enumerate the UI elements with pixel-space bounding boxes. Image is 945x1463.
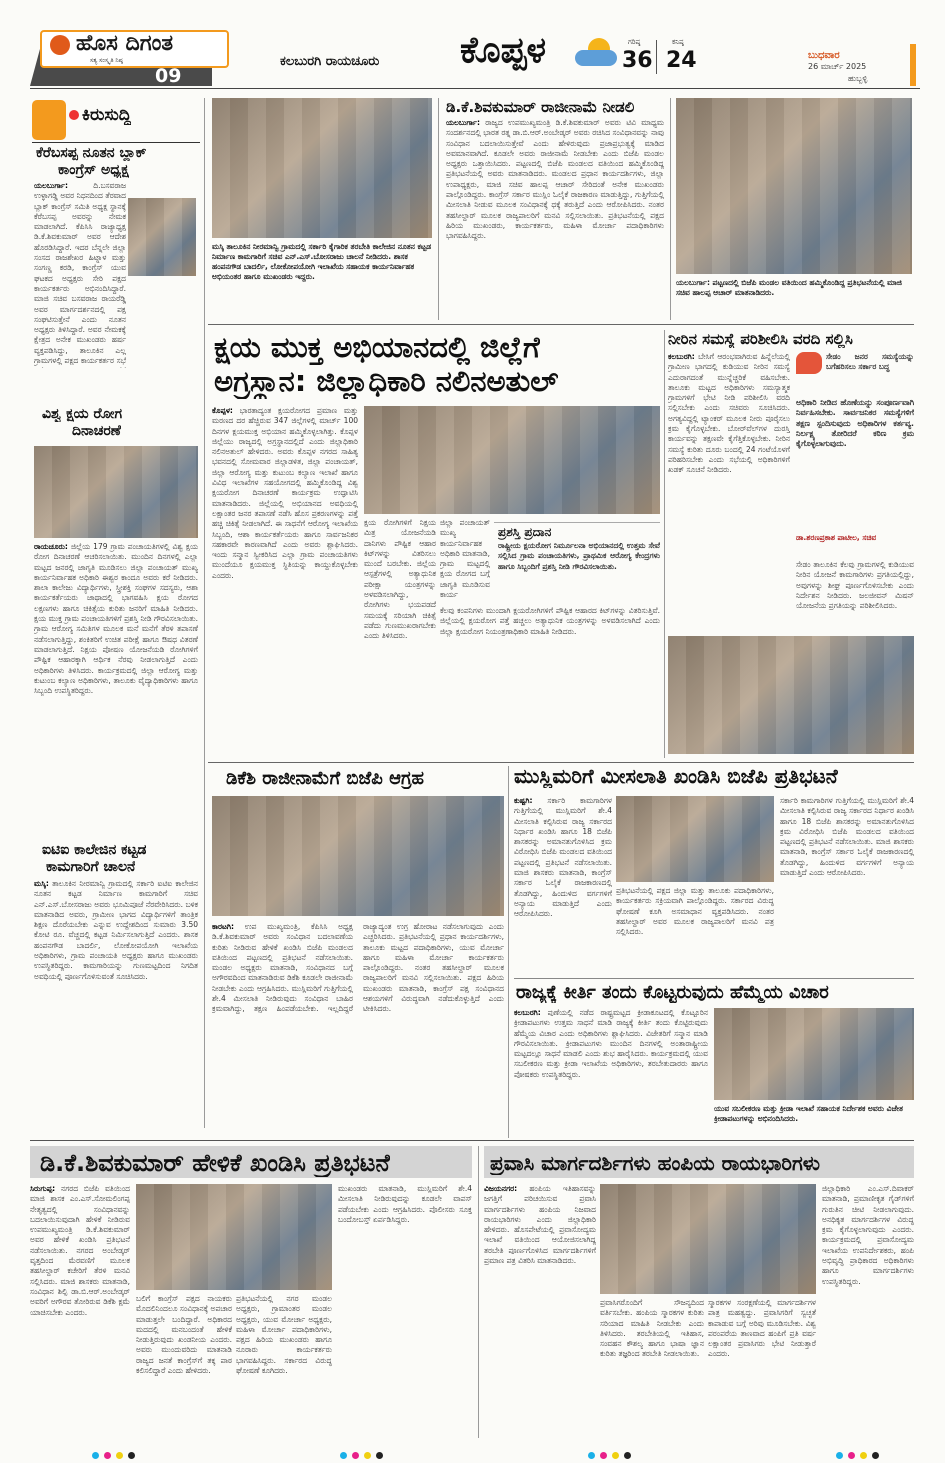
quote-title: ಸೇಡಂ ಜನರ ಸಮಸ್ಯೆಯನ್ನು ಬಗೆಹರಿಸಲು ಸರ್ಕಾರ ಬದ್ಧ: [826, 352, 914, 372]
sidebar-story3-body: ತಾಲೂಕಿನ ನೀರಮಾನ್ವಿ ಗ್ರಾಮದಲ್ಲಿ ಸರ್ಕಾರಿ ಐಟಿಐ ಕಾಲೇಜಿನ ನೂತನ ಕಟ್ಟಡ ನಿರ್ಮಾಣ ಕಾಮಗಾರಿಗೆ ಸಚಿವ ಎನ್.ಎಸ್.ಬೋಸರಾಜು ಅವರು ಭೂಮಿಪೂಜೆ ನೆರವೇರಿಸಿದರು. ಬಳಿಕ ಮಾತನಾಡಿದ ಅವರು, ಗ್ರಾಮೀಣ ಭಾಗದ ವಿದ್ಯಾರ್ಥಿಗಳಿಗೆ ತಾಂತ್ರಿಕ ಶಿಕ್ಷಣ ದೊರೆಯಬೇಕು ಎನ್ನುವ ಉದ್ದೇಶದಿಂದ ಸುಮಾರು 3.50 ಕೋಟಿ ರೂ. ವೆಚ್ಚದಲ್ಲಿ ಕಟ್ಟಡ ನಿರ್ಮಿಸಲಾಗುತ್ತಿದೆ ಎಂದರು. ಶಾಸಕ ಹಂಪನಗೌಡ ಬಾದರ್ಲಿ, ಲೋಕೋಪಯೋಗಿ ಇಲಾಖೆಯ ಅಧಿಕಾರಿಗಳು, ಗ್ರಾಮ ಪಂಚಾಯತಿ ಅಧ್ಯಕ್ಷರು ಹಾಗೂ ಮುಖಂಡರು ಉಪಸ್ಥಿತರಿದ್ದರು. ಕಾಮಗಾರಿಯನ್ನು ಗುಣಮಟ್ಟದಿಂದ ನಿಗದಿತ ಅವಧಿಯಲ್ಲಿ ಪೂರ್ಣಗೊಳಿಸುವಂತೆ ಸೂಚಿಸಿದರು.: [34, 879, 198, 981]
sidebar-story2-dateline: ರಾಯಚೂರು:: [34, 542, 68, 551]
lead-col2-text: ಕ್ಷಯ ರೋಗಿಗಳಿಗೆ ನಿಕ್ಷಯ ಮಿತ್ರ ಯೋಜನೆಯಡಿ ದಾನಿಗಳು ಪೌಷ್ಟಿಕ ಆಹಾರ ಕಿಟ್‌ಗಳನ್ನು ವಿತರಿಸಲು ಮುಂದೆ ಬರಬೇಕು. ಜಿಲ್ಲೆಯ ಆಸ್ಪತ್ರೆಗಳಲ್ಲಿ ಅತ್ಯಾಧುನಿಕ ಪರೀಕ್ಷಾ ಯಂತ್ರಗಳನ್ನು ಅಳವಡಿಸಲಾಗಿದ್ದು, ರೋಗಿಗಳು ಭಯಪಡದೆ ಸಮಯಕ್ಕೆ ಸರಿಯಾಗಿ ಚಿಕಿತ್ಸೆ ಪಡೆದು ಗುಣಮುಖರಾಗಬೇಕು ಎಂದು ತಿಳಿಸಿದರು.: [364, 518, 436, 641]
sidebar-story3-headline-1: ಐಟಿಐ ಕಾಲೇಜಿನ ಕಟ್ಟಡ: [42, 842, 147, 858]
quote-author: ಡಾ.ಶರಣಪ್ರಕಾಶ ಪಾಟೀಲ, ಸಚಿವ: [796, 533, 877, 542]
hampi-col2: ಪ್ರವಾಸಿಗರೊಂದಿಗೆ ಸೌಜನ್ಯದಿಂದ ವರ್ತಿಸಬೇಕು. ಹಂಪಿಯ ಸ್ಮಾರಕಗಳ ಕುರಿತು ಸರಿಯಾದ ಮಾಹಿತಿ ನೀಡಬೇಕು ಎಂದು ತಿಳಿಸಿದರು. ತರಬೇತಿಯಲ್ಲಿ ಇತಿಹಾಸ, ಸಂವಹನ ಕೌಶಲ್ಯ ಹಾಗೂ ಭಾಷಾ ಜ್ಞಾನ ಕುರಿತು ತಜ್ಞರಿಂದ ತರಬೇತಿ ನೀಡಲಾಯಿತು.: [600, 1298, 704, 1359]
lead-photo: [364, 406, 660, 514]
lead-col3-text: ಜಿಲ್ಲಾ ಪಂಚಾಯತ್ ಮುಖ್ಯ ಕಾರ್ಯನಿರ್ವಾಹಕ ಅಧಿಕಾರಿ ಮಾತನಾಡಿ, ಗ್ರಾಮ ಮಟ್ಟದಲ್ಲಿ ಕ್ಷಯ ರೋಗದ ಬಗ್ಗೆ ಜಾಗೃತಿ ಮೂಡಿಸುವ ಕಾರ್ಯ: [440, 518, 490, 600]
logo-subtitle: ಸತ್ಯ ಸಂಸ್ಕೃತಿ ನಿಷ್ಠ: [90, 57, 123, 64]
kotturu-text: [514, 1008, 708, 1138]
bjp-demand-headline: ಡಿಕೆಶಿ ರಾಜೀನಾಮೆಗೆ ಬಿಜೆಪಿ ಆಗ್ರಹ: [226, 768, 424, 789]
lead-headline-1: ಕ್ಷಯ ಮುಕ್ತ ಅಭಿಯಾನದಲ್ಲಿ ಜಿಲ್ಲೆಗೆ: [214, 330, 540, 364]
bjp-demand-divider: [508, 766, 509, 1138]
accent-bar: [910, 44, 916, 86]
dks-protest-col4: ಮುಖಂಡರು ಮಾತನಾಡಿ, ಮುಸ್ಲಿಮರಿಗೆ ಶೇ.4 ಮೀಸಲಾತಿ ನೀಡಿರುವುದನ್ನು ಕೂಡಲೇ ವಾಪಸ್ ಪಡೆಯಬೇಕು ಎಂದು ಆಗ್ರಹಿಸಿದರು. ಪೊಲೀಸರು ಸೂಕ್ತ ಬಂದೋಬಸ್ತ್ ಏರ್ಪಡಿಸಿದ್ದರು.: [338, 1184, 472, 1224]
publish-day: ಬುಧವಾರ: [808, 50, 840, 61]
story-dks-top-dateline: ಯಲಬುರ್ಗಾ:: [446, 118, 480, 127]
quota-body: ಸರ್ಕಾರಿ ಕಾಮಗಾರಿಗಳ ಗುತ್ತಿಗೆಯಲ್ಲಿ ಮುಸ್ಲಿಮರಿಗೆ ಶೇ.4 ಮೀಸಲಾತಿ ಕಲ್ಪಿಸಿರುವ ರಾಜ್ಯ ಸರ್ಕಾರದ ನಿರ್ಧಾರ ಖಂಡಿಸಿ ಹಾಗೂ 18 ಬಿಜೆಪಿ ಶಾಸಕರನ್ನು ಅಮಾನತುಗೊಳಿಸಿದ ಕ್ರಮ ವಿರೋಧಿಸಿ ಬಿಜೆಪಿ ಮಂಡಲದ ವತಿಯಿಂದ ಪಟ್ಟಣದಲ್ಲಿ ಪ್ರತಿಭಟನೆ ನಡೆಸಲಾಯಿತು. ಮಾಜಿ ಶಾಸಕರು ಮಾತನಾಡಿ, ಕಾಂಗ್ರೆಸ್ ಸರ್ಕಾರ ಓಲೈಕೆ ರಾಜಕಾರಣದಲ್ಲಿ ತೊಡಗಿದ್ದು, ಹಿಂದುಳಿದ ವರ್ಗಗಳಿಗೆ ಅನ್ಯಾಯ ಮಾಡುತ್ತಿದೆ ಎಂದು ಆರೋಪಿಸಿದರು.: [514, 796, 612, 919]
bjp-demand-photo: [212, 796, 504, 916]
lead-prize-headline: ಪ್ರಶಸ್ತಿ ಪ್ರದಾನ: [498, 525, 552, 539]
top-col-divider: [438, 98, 439, 320]
water-body: ಬೇಸಿಗೆ ಆರಂಭವಾಗಿರುವ ಹಿನ್ನೆಲೆಯಲ್ಲಿ ಗ್ರಾಮೀಣ ಭಾಗದಲ್ಲಿ ಕುಡಿಯುವ ನೀರಿನ ಸಮಸ್ಯೆ ಎದುರಾಗದಂತೆ ಮುನ್ನೆಚ್ಚರಿಕೆ ವಹಿಸಬೇಕು. ತಾಲೂಕು ಮಟ್ಟದ ಅಧಿಕಾರಿಗಳು ಸಮಸ್ಯಾತ್ಮಕ ಗ್ರಾಮಗಳಿಗೆ ಭೇಟಿ ನೀಡಿ ಪರಿಶೀಲಿಸಿ ವರದಿ ಸಲ್ಲಿಸಬೇಕು ಎಂದು ಸಚಿವರು ಸೂಚಿಸಿದರು. ಅಗತ್ಯವಿದ್ದಲ್ಲಿ ಟ್ಯಾಂಕರ್ ಮೂಲಕ ನೀರು ಪೂರೈಸಲು ಕ್ರಮ ಕೈಗೊಳ್ಳಬೇಕು. ಬೋರ್‌ವೆಲ್‌ಗಳ ದುರಸ್ತಿ ಕಾರ್ಯವನ್ನು ತಕ್ಷಣವೇ ಕೈಗೆತ್ತಿಕೊಳ್ಳಬೇಕು. ನೀರಿನ ಸಮಸ್ಯೆ ಕುರಿತು ದೂರು ಬಂದಲ್ಲಿ 24 ಗಂಟೆಯೊಳಗೆ ಪರಿಹರಿಸಬೇಕು ಎಂದು ಸಭೆಯಲ್ಲಿ ಅಧಿಕಾರಿಗಳಿಗೆ ಖಡಕ್ ಸೂಚನೆ ನೀಡಿದರು.: [668, 352, 790, 475]
story-dks-top-body: ರಾಜ್ಯದ ಉಪಮುಖ್ಯಮಂತ್ರಿ ಡಿ.ಕೆ.ಶಿವಕುಮಾರ್ ಅವರು ಟಿವಿ ಮಾಧ್ಯಮ ಸಂದರ್ಶನದಲ್ಲಿ ಭಾರತ ರತ್ನ ಡಾ.ಬಿ.ಆರ್.ಅಂಬೇಡ್ಕರ್ ಅವರು ರಚಿಸಿದ ಸಂವಿಧಾನವನ್ನು ನಾವು ಸಂವಿಧಾನ ಬದಲಾಯಿಸುತ್ತೇವೆ ಎಂದು ಹೇಳಿರುವುದು ಪ್ರಜಾಪ್ರಭುತ್ವಕ್ಕೆ ಮಾಡಿದ ಅವಮಾನವಾಗಿದೆ. ಕೂಡಲೇ ಅವರು ರಾಜೀನಾಮೆ ನೀಡಬೇಕು ಎಂದು ಬಿಜೆಪಿ ಮಂಡಲ ಅಧ್ಯಕ್ಷರು ಒತ್ತಾಯಿಸಿದರು. ಪಟ್ಟಣದಲ್ಲಿ ಬಿಜೆಪಿ ಮಂಡಲದ ವತಿಯಿಂದ ಹಮ್ಮಿಕೊಂಡಿದ್ದ ಪ್ರತಿಭಟನೆಯಲ್ಲಿ ಅವರು ಮಾತನಾಡಿದರು. ಮಂಡಲದ ಪ್ರಧಾನ ಕಾರ್ಯದರ್ಶಿಗಳು, ಜಿಲ್ಲಾ ಉಪಾಧ್ಯಕ್ಷರು, ಮಾಜಿ ಸಚಿವ ಹಾಲಪ್ಪ ಆಚಾರ್ ಸೇರಿದಂತೆ ಅನೇಕ ಮುಖಂಡರು ಪಾಲ್ಗೊಂಡಿದ್ದರು. ಕಾಂಗ್ರೆಸ್ ಸರ್ಕಾರ ಮುಸ್ಲಿಂ ಓಲೈಕೆ ರಾಜಕಾರಣ ಮಾಡುತ್ತಿದ್ದು, ಗುತ್ತಿಗೆಯಲ್ಲಿ ಮೀಸಲಾತಿ ನೀಡುವ ಮೂಲಕ ಸಂವಿಧಾನಕ್ಕೆ ಧಕ್ಕೆ ತರುತ್ತಿದೆ ಎಂದು ಆರೋಪಿಸಿದರು. ನಂತರ ತಹಸೀಲ್ದಾರ್ ಮೂಲಕ ರಾಜ್ಯಪಾಲರಿಗೆ ಮನವಿ ಸಲ್ಲಿಸಲಾಯಿತು. ಪ್ರತಿಭಟನೆಯಲ್ಲಿ ಪಕ್ಷದ ಹಿರಿಯ ಮುಖಂಡರು, ಕಾರ್ಯಕರ್ತರು, ಮಹಿಳಾ ಮೋರ್ಚಾ ಪದಾಧಿಕಾರಿಗಳು ಭಾಗವಹಿಸಿದ್ದರು.: [446, 118, 664, 241]
min-temp: 24: [666, 48, 697, 73]
photo-top-center-caption: ಮಸ್ಕಿ ತಾಲೂಕಿನ ನೀರಮಾನ್ವಿ ಗ್ರಾಮದಲ್ಲಿ ಸರ್ಕಾರಿ ಕೈಗಾರಿಕ ತರಬೇತಿ ಕಾಲೇಜಿನ ನೂತನ ಕಟ್ಟಡ ನಿರ್ಮಾಣ ಕಾಮಗಾರಿಗೆ ಸಚಿವ ಎನ್.ಎಸ್.ಬೋಸರಾಜು ಚಾಲನೆ ನೀಡಿದರು. ಶಾಸಕ ಹಂಪನಗೌಡ ಬಾದರ್ಲಿ, ಲೋಕೋಪಯೋಗಿ ಇಲಾಖೆಯ ಸಹಾಯಕ ಕಾರ್ಯನಿರ್ವಾಹಕ ಅಭಿಯಂತರ ಹಾಗೂ ಮುಖಂಡರು ಇದ್ದರು.: [212, 242, 432, 281]
sidebar-story3-headline-2: ಕಾಮಗಾರಿಗೆ ಚಾಲನೆ: [46, 859, 136, 875]
dks-protest-col2: ಬಲಿಗೆ ಕಾಂಗ್ರೆಸ್ ಪಕ್ಷದ ನಾಯಕರು ಮೊದಲಿನಿಂದಲೂ ಸಂವಿಧಾನಕ್ಕೆ ಅಪಚಾರ ಮಾಡುತ್ತಲೇ ಬಂದಿದ್ದಾರೆ. ಅಧಿಕಾರದ ಮದದಲ್ಲಿ ಮನಬಂದಂತೆ ಹೇಳಿಕೆ ನೀಡುತ್ತಿರುವುದು ಖಂಡನೀಯ ಎಂದರು. ಅವರು ಮುಂದುವರಿದು ಮಾತನಾಡಿ ರಾಜ್ಯದ ಜನತೆ ಕಾಂಗ್ರೆಸ್‌ಗೆ ತಕ್ಕ ಪಾಠ ಕಲಿಸಲಿದ್ದಾರೆ ಎಂದು ಹೇಳಿದರು.: [136, 1294, 232, 1376]
lead-right-divider: [664, 330, 665, 758]
sidebar-story2-photo: [34, 446, 198, 538]
dks-protest-col1-body: ನಗರದ ಬಿಜೆಪಿ ವತಿಯಿಂದ ಮಾಜಿ ಶಾಸಕ ಎಂ.ಎಸ್.ಸೋಮಲಿಂಗಪ್ಪ ನೇತೃತ್ವದಲ್ಲಿ ಸಂವಿಧಾನವನ್ನು ಬದಲಾಯಿಸುವುದಾಗಿ ಹೇಳಿಕೆ ನೀಡಿರುವ ಉಪಮುಖ್ಯಮಂತ್ರಿ ಡಿ.ಕೆ.ಶಿವಕುಮಾರ್ ಅವರ ಹೇಳಿಕೆ ಖಂಡಿಸಿ ಪ್ರತಿಭಟನೆ ನಡೆಸಲಾಯಿತು. ನಗರದ ಅಂಬೇಡ್ಕರ್ ವೃತ್ತದಿಂದ ಮೆರವಣಿಗೆ ಮೂಲಕ ತಹಸೀಲ್ದಾರ್ ಕಚೇರಿಗೆ ತೆರಳಿ ಮನವಿ ಸಲ್ಲಿಸಿದರು. ಮಾಜಿ ಶಾಸಕರು ಮಾತನಾಡಿ, ಸಂವಿಧಾನ ಶಿಲ್ಪಿ ಡಾ.ಬಿ.ಆರ್.ಅಂಬೇಡ್ಕರ್ ಅವರಿಗೆ ಅಗೌರವ ತೋರಿರುವ ಡಿಕೆಶಿ ಕ್ಷಮೆ ಯಾಚಿಸಬೇಕು ಎಂದರು.: [30, 1184, 130, 1317]
water-text: [668, 352, 790, 564]
hampi-col3: ಸ್ಮಾರಕಗಳ ಸಂರಕ್ಷಣೆಯಲ್ಲಿ ಮಾರ್ಗದರ್ಶಿಗಳ ಪಾತ್ರ ಮಹತ್ವದ್ದು. ಪ್ರವಾಸಿಗರಿಗೆ ಸ್ವಚ್ಛತೆ ಕಾಪಾಡುವ ಬಗ್ಗೆ ಅರಿವು ಮೂಡಿಸಬೇಕು. ವಿಶ್ವ ಪರಂಪರೆಯ ತಾಣವಾದ ಹಂಪಿಗೆ ಪ್ರತಿ ವರ್ಷ ಲಕ್ಷಾಂತರ ಪ್ರವಾಸಿಗರು ಭೇಟಿ ನೀಡುತ್ತಾರೆ ಎಂದರು.: [708, 1298, 816, 1359]
kotturu-photo: [714, 1008, 914, 1100]
water-headline: ನೀರಿನ ಸಮಸ್ಯೆ ಪರಿಶೀಲಿಸಿ ವರದಿ ಸಲ್ಲಿಸಿ: [668, 330, 853, 348]
water-text-2: ಸೇಡಂ ತಾಲೂಕಿನ ಕೆಲವು ಗ್ರಾಮಗಳಲ್ಲಿ ಕುಡಿಯುವ ನೀರಿನ ಯೋಜನೆ ಕಾಮಗಾರಿಗಳು ಪ್ರಗತಿಯಲ್ಲಿದ್ದು, ಅವುಗಳನ್ನು ಶೀಘ್ರ ಪೂರ್ಣಗೊಳಿಸಬೇಕು ಎಂದು ನಿರ್ದೇಶನ ನೀಡಿದರು. ಜಲಜೀವನ್ ಮಿಷನ್ ಯೋಜನೆಯ ಪ್ರಗತಿಯನ್ನು ಪರಿಶೀಲಿಸಿದರು.: [796, 560, 914, 611]
logo-title: ಹೊಸ ದಿಗಂತ: [76, 31, 174, 56]
photo-top-right: [676, 98, 912, 274]
lead-col4-text: ಕೆಲವು ಕಂಪನಿಗಳು ಮುಂದಾಗಿ ಕ್ಷಯರೋಗಿಗಳಿಗೆ ಪೌಷ್ಟಿಕ ಆಹಾರದ ಕಿಟ್‌ಗಳನ್ನು ವಿತರಿಸುತ್ತಿವೆ. ಜಿಲ್ಲೆಯಲ್ಲಿ ಕ್ಷಯರೋಗ ಪತ್ತೆ ಹಚ್ಚಲು ಅತ್ಯಾಧುನಿಕ ಯಂತ್ರಗಳನ್ನು ಅಳವಡಿಸಲಾಗಿದೆ ಎಂದು ಜಿಲ್ಲಾ ಕ್ಷಯರೋಗ ನಿಯಂತ್ರಣಾಧಿಕಾರಿ ಮಾಹಿತಿ ನೀಡಿದರು.: [440, 606, 660, 636]
sidebar-rule: [32, 142, 200, 143]
lead-headline-2: ಅಗ್ರಸ್ಥಾನ: ಜಿಲ್ಲಾಧಿಕಾರಿ ನಲಿನಅತುಲ್: [214, 364, 559, 398]
hampi-headline: ಪ್ರವಾಸಿ ಮಾರ್ಗದರ್ಶಿಗಳು ಹಂಪಿಯ ರಾಯಭಾರಿಗಳು: [490, 1151, 820, 1175]
max-temp-label: ಗರಿಷ್ಠ: [628, 38, 641, 46]
kotturu-headline: ರಾಜ್ಯಕ್ಕೆ ಕೀರ್ತಿ ತಂದು ಕೊಟ್ಟರುವುದು ಹೆಮ್ಮೆಯ ವಿಚಾರ: [516, 982, 829, 1003]
sidebar-divider: [204, 98, 205, 1128]
hampi-col1: [484, 1184, 596, 1438]
temp-divider: [656, 40, 657, 74]
mid-rule: [208, 762, 914, 763]
page-number: 09: [155, 65, 182, 87]
registration-marks-center: [340, 1444, 388, 1463]
edition-name: ಹುಬ್ಬಳ್ಳಿ: [848, 74, 868, 83]
top-right-divider: [670, 98, 671, 320]
sidebar-story1-dateline: ಯಲಬುರ್ಗಾ:: [34, 181, 68, 190]
story-dks-top-headline: ಡಿ.ಕೆ.ಶಿವಕುಮಾರ್ ರಾಜೀನಾಮೆ ನೀಡಲಿ: [446, 98, 635, 116]
water-dateline: ಕಲಬುರಗಿ:: [668, 352, 695, 361]
edition-cities: ಕಲಬುರಗಿ ರಾಯಚೂರು: [280, 54, 380, 69]
quota-text-2: ಪ್ರತಿಭಟನೆಯಲ್ಲಿ ಪಕ್ಷದ ಜಿಲ್ಲಾ ಮತ್ತು ತಾಲೂಕು ಪದಾಧಿಕಾರಿಗಳು, ಕಾರ್ಯಕರ್ತರು ಸಕ್ರಿಯವಾಗಿ ಪಾಲ್ಗೊಂಡಿದ್ದರು. ಸರ್ಕಾರದ ವಿರುದ್ಧ ಘೋಷಣೆ ಕೂಗಿ ಅಸಮಾಧಾನ ವ್ಯಕ್ತಪಡಿಸಿದರು. ನಂತರ ತಹಸೀಲ್ದಾರ್ ಅವರ ಮೂಲಕ ರಾಜ್ಯಪಾಲರಿಗೆ ಮನವಿ ಪತ್ರ ಸಲ್ಲಿಸಿದರು.: [616, 886, 774, 937]
sidebar-story2-body: ಜಿಲ್ಲೆಯ 179 ಗ್ರಾಮ ಪಂಚಾಯತಿಗಳಲ್ಲಿ ವಿಶ್ವ ಕ್ಷಯ ರೋಗ ದಿನಾಚರಣೆ ಆಚರಿಸಲಾಯಿತು. ಮುಂದಿನ ದಿನಗಳಲ್ಲಿ ಎಲ್ಲಾ ಮಟ್ಟದ ಜನರಲ್ಲಿ ಜಾಗೃತಿ ಮೂಡಿಸಲು ಜಿಲ್ಲಾ ಪಂಚಾಯತ್ ಮುಖ್ಯ ಕಾರ್ಯನಿರ್ವಾಹಕ ಅಧಿಕಾರಿ ಈಶ್ವರ ಕಾಂದೂ ಅವರು ಕರೆ ನೀಡಿದರು. ಶಾಲಾ ಕಾಲೇಜು ವಿದ್ಯಾರ್ಥಿಗಳು, ಸ್ತ್ರೀಶಕ್ತಿ ಸಂಘಗಳ ಸದಸ್ಯರು, ಆಶಾ ಕಾರ್ಯಕರ್ತೆಯರು ಜಾಥಾದಲ್ಲಿ ಭಾಗವಹಿಸಿ ಕ್ಷಯ ರೋಗದ ಲಕ್ಷಣಗಳು ಹಾಗೂ ಚಿಕಿತ್ಸೆಯ ಕುರಿತು ಜನರಿಗೆ ಮಾಹಿತಿ ನೀಡಿದರು. ಕ್ಷಯ ಮುಕ್ತ ಗ್ರಾಮ ಪಂಚಾಯತಿಗಳಿಗೆ ಪ್ರಶಸ್ತಿ ನೀಡಿ ಗೌರವಿಸಲಾಯಿತು. ಗ್ರಾಮ ಆರೋಗ್ಯ ಸಮಿತಿಗಳ ಮೂಲಕ ಮನೆ ಮನೆಗೆ ತೆರಳಿ ತಪಾಸಣೆ ನಡೆಸಲಾಗುತ್ತಿದ್ದು, ಶಂಕಿತರಿಗೆ ಉಚಿತ ಪರೀಕ್ಷೆ ಹಾಗೂ ಔಷಧ ವಿತರಣೆ ಮಾಡಲಾಗುತ್ತಿದೆ. ನಿಕ್ಷಯ ಪೋಷಣ ಯೋಜನೆಯಡಿ ರೋಗಿಗಳಿಗೆ ಪೌಷ್ಟಿಕ ಆಹಾರಕ್ಕಾಗಿ ಆರ್ಥಿಕ ನೆರವು ನೀಡಲಾಗುತ್ತಿದೆ ಎಂದು ಅಧಿಕಾರಿಗಳು ತಿಳಿಸಿದರು. ಕಾರ್ಯಕ್ರಮದಲ್ಲಿ ಜಿಲ್ಲಾ ಆರೋಗ್ಯ ಮತ್ತು ಕುಟುಂಬ ಕಲ್ಯಾಣ ಅಧಿಕಾರಿಗಳು, ತಾಲೂಕು ವೈದ್ಯಾಧಿಕಾರಿಗಳು ಹಾಗೂ ಸಿಬ್ಬಂದಿ ಉಪಸ್ಥಿತರಿದ್ದರು.: [34, 542, 198, 696]
top-row-rule: [208, 324, 914, 325]
bottom-rule: [30, 1140, 914, 1141]
quota-text-3: ಸರ್ಕಾರಿ ಕಾಮಗಾರಿಗಳ ಗುತ್ತಿಗೆಯಲ್ಲಿ ಮುಸ್ಲಿಮರಿಗೆ ಶೇ.4 ಮೀಸಲಾತಿ ಕಲ್ಪಿಸಿರುವ ರಾಜ್ಯ ಸರ್ಕಾರದ ನಿರ್ಧಾರ ಖಂಡಿಸಿ ಹಾಗೂ 18 ಬಿಜೆಪಿ ಶಾಸಕರನ್ನು ಅಮಾನತುಗೊಳಿಸಿದ ಕ್ರಮ ವಿರೋಧಿಸಿ ಬಿಜೆಪಿ ಮಂಡಲದ ವತಿಯಿಂದ ಪಟ್ಟಣದಲ್ಲಿ ಪ್ರತಿಭಟನೆ ನಡೆಸಲಾಯಿತು. ಮಾಜಿ ಶಾಸಕರು ಮಾತನಾಡಿ, ಕಾಂಗ್ರೆಸ್ ಸರ್ಕಾರ ಓಲೈಕೆ ರಾಜಕಾರಣದಲ್ಲಿ ತೊಡಗಿದ್ದು, ಹಿಂದುಳಿದ ವರ್ಗಗಳಿಗೆ ಅನ್ಯಾಯ ಮಾಡುತ್ತಿದೆ ಎಂದು ಆರೋಪಿಸಿದರು.: [780, 796, 914, 878]
sidebar-story1-body: ದಿ.ಬಸವರಾಜ ಉಳ್ಳಾಗಡ್ಡಿ ಅವರ ನಿಧನದಿಂದ ತೆರವಾದ ಬ್ಲಾಕ್ ಕಾಂಗ್ರೆಸ್ ಸಮಿತಿ ಅಧ್ಯಕ್ಷ ಸ್ಥಾನಕ್ಕೆ ಕೆರೆಬಸಪ್ಪ ಅವರನ್ನು ನೇಮಕ ಮಾಡಲಾಗಿದೆ. ಕೆಪಿಸಿಸಿ ರಾಜ್ಯಾಧ್ಯಕ್ಷ ಡಿ.ಕೆ.ಶಿವಕುಮಾರ್ ಅವರ ಆದೇಶ ಹೊರಡಿಸಿದ್ದಾರೆ. ಇದರ ಬೆನ್ನಲೇ ಜಿಲ್ಲಾ ಸಂಸದ ರಾಜಶೇಖರ ಹಿಟ್ನಾಳ ಮತ್ತು ಸಂಗಣ್ಣ ಕರಡಿ, ಕಾಂಗ್ರೆಸ್ ಯುವ ಘಟಕದ ಅಧ್ಯಕ್ಷರು ಸೇರಿ ಪಕ್ಷದ ಕಾರ್ಯಕರ್ತರು ಅಭಿನಂದಿಸಿದ್ದಾರೆ. ಮಾಜಿ ಸಚಿವ ಬಸವರಾಜ ರಾಯರೆಡ್ಡಿ ಅವರ ಮಾರ್ಗದರ್ಶನದಲ್ಲಿ ಪಕ್ಷ ಸಂಘಟಿಸುತ್ತೇನೆ ಎಂದು ನೂತನ ಅಧ್ಯಕ್ಷರು ತಿಳಿಸಿದ್ದಾರೆ. ಅವರ ನೇಮಕಕ್ಕೆ ಕ್ಷೇತ್ರದ ಅನೇಕ ಮುಖಂಡರು ಹರ್ಷ ವ್ಯಕ್ತಪಡಿಸಿದ್ದು, ತಾಲೂಕಿನ ಎಲ್ಲ ಗ್ರಾಮಗಳಲ್ಲಿ ಪಕ್ಷದ ಕಾರ್ಯಕರ್ತರ ಸಭೆ: [34, 181, 126, 366]
registration-marks-right: [836, 1444, 884, 1463]
masthead: [0, 0, 945, 92]
sidebar-story1-headline-1: ಕೆರೆಬಸಪ್ಪ ನೂತನ ಬ್ಲಾಕ್: [36, 145, 147, 161]
quota-dateline: ಕುಷ್ಟಗಿ:: [514, 796, 533, 805]
dks-protest-col1: [30, 1184, 130, 1438]
quote-icon: [796, 352, 822, 374]
logo-emblem-icon: [50, 35, 70, 55]
lead-col1-body: ಭಾರತಾದ್ಯಂತ ಕ್ಷಯರೋಗದ ಪ್ರಮಾಣ ಮತ್ತು ಮರಣದ ದರ ಹೆಚ್ಚಿರುವ 347 ಜಿಲ್ಲೆಗಳಲ್ಲಿ ಮಾರ್ಚ್ 100 ದಿನಗಳ ಕ್ಷಯಮುಕ್ತ ಅಭಿಯಾನ ಹಮ್ಮಿಕೊಳ್ಳಲಾಗಿತ್ತು. ಕೊಪ್ಪಳ ಜಿಲ್ಲೆಯು ರಾಜ್ಯದಲ್ಲಿ ಅಗ್ರಸ್ಥಾನದಲ್ಲಿದೆ ಎಂದು ಜಿಲ್ಲಾಧಿಕಾರಿ ನಲಿನಅತುಲ್ ಹೇಳಿದರು. ಅವರು ಕೊಪ್ಪಳ ನಗರದ ಸಾಹಿತ್ಯ ಭವನದಲ್ಲಿ ಸೋಮವಾರ ಜಿಲ್ಲಾಡಳಿತ, ಜಿಲ್ಲಾ ಪಂಚಾಯತ್, ಜಿಲ್ಲಾ ಆರೋಗ್ಯ ಮತ್ತು ಕುಟುಂಬ ಕಲ್ಯಾಣ ಇಲಾಖೆ ಹಾಗೂ ವಿವಿಧ ಇಲಾಖೆಗಳ ಸಹಯೋಗದಲ್ಲಿ ಹಮ್ಮಿಕೊಂಡಿದ್ದ ವಿಶ್ವ ಕ್ಷಯರೋಗ ದಿನಾಚರಣೆ ಕಾರ್ಯಕ್ರಮ ಉದ್ಘಾಟಿಸಿ ಮಾತನಾಡಿದರು. ಜಿಲ್ಲೆಯಲ್ಲಿ ಅಭಿಯಾನದ ಅವಧಿಯಲ್ಲಿ ಲಕ್ಷಾಂತರ ಜನರ ತಪಾಸಣೆ ನಡೆಸಿ ಹೊಸ ಪ್ರಕರಣಗಳನ್ನು ಪತ್ತೆ ಹಚ್ಚಿ ಚಿಕಿತ್ಸೆ ನೀಡಲಾಗಿದೆ. ಈ ಸಾಧನೆಗೆ ಆರೋಗ್ಯ ಇಲಾಖೆಯ ಸಿಬ್ಬಂದಿ, ಆಶಾ ಕಾರ್ಯಕರ್ತೆಯರು ಹಾಗೂ ಸಾರ್ವಜನಿಕರ ಸಹಕಾರವೇ ಕಾರಣವಾಗಿದೆ ಎಂದು ಅವರು ಶ್ಲಾಘಿಸಿದರು. ಇಂದು ಸನ್ಮಾನ ಸ್ವೀಕರಿಸಿದ ಎಲ್ಲಾ ಗ್ರಾಮ ಪಂಚಾಯತಿಗಳು ಮುಂದೆಯೂ ಕ್ಷಯಮುಕ್ತ ಸ್ಥಿತಿಯನ್ನು ಕಾಯ್ದುಕೊಳ್ಳಬೇಕು ಎಂದರು.: [212, 406, 358, 580]
sidebar-story2-headline-2: ದಿನಾಚರಣೆ: [72, 423, 121, 439]
sidebar-story1-text: [34, 181, 126, 368]
bottom-divider: [478, 1146, 479, 1438]
kirusuddi-badge: [32, 100, 66, 140]
bjp-demand-text: [212, 922, 504, 1136]
district-title: ಕೊಪ್ಪಳ: [460, 30, 547, 71]
sidebar-story2-headline-1: ವಿಶ್ವ ಕ್ಷಯ ರೋಗ: [42, 406, 123, 422]
registration-marks-mid: [588, 1444, 636, 1463]
water-photo: [668, 636, 914, 754]
hampi-col4: ಜಿಲ್ಲಾಧಿಕಾರಿ ಎಂ.ಎಸ್.ದಿವಾಕರ್ ಮಾತನಾಡಿ, ಪ್ರಮಾಣೀಕೃತ ಗೈಡ್‌ಗಳಿಗೆ ಗುರುತಿನ ಚೀಟಿ ನೀಡಲಾಗುವುದು. ಅನಧಿಕೃತ ಮಾರ್ಗದರ್ಶಿಗಳ ವಿರುದ್ಧ ಕ್ರಮ ಕೈಗೊಳ್ಳಲಾಗುವುದು ಎಂದರು. ಕಾರ್ಯಕ್ರಮದಲ್ಲಿ ಪ್ರವಾಸೋದ್ಯಮ ಇಲಾಖೆಯ ಉಪನಿರ್ದೇಶಕರು, ಹಂಪಿ ಅಭಿವೃದ್ಧಿ ಪ್ರಾಧಿಕಾರದ ಅಧಿಕಾರಿಗಳು ಹಾಗೂ ಮಾರ್ಗದರ್ಶಿಗಳು ಉಪಸ್ಥಿತರಿದ್ದರು.: [822, 1184, 914, 1286]
photo-top-right-caption: ಯಲಬುರ್ಗಾ: ಪಟ್ಟಣದಲ್ಲಿ ಬಿಜೆಪಿ ಮಂಡಲ ವತಿಯಿಂದ ಹಮ್ಮಿಕೊಂಡಿದ್ದ ಪ್ರತಿಭಟನೆಯಲ್ಲಿ ಮಾಜಿ ಸಚಿವ ಹಾಲಪ್ಪ ಆಚಾರ್ ಮಾತನಾಡಿದರು.: [676, 278, 902, 297]
hampi-photo: [600, 1184, 816, 1294]
lead-col1-text: [212, 406, 358, 758]
sidebar-story1-photo: [128, 198, 196, 276]
quota-text: [514, 796, 612, 974]
hampi-dateline: ವಿಜಯನಗರ:: [484, 1184, 518, 1193]
lead-prize-text: ರಾಷ್ಟ್ರೀಯ ಕ್ಷಯರೋಗ ನಿರ್ಮೂಲನಾ ಅಭಿಯಾನದಲ್ಲಿ ಉತ್ತಮ ಸೇವೆ ಸಲ್ಲಿಸಿದ ಗ್ರಾಮ ಪಂಚಾಯತಿಗಳು, ಪ್ರಾಥಮಿಕ ಆರೋಗ್ಯ ಕೇಂದ್ರಗಳು ಹಾಗೂ ಸಿಬ್ಬಂದಿಗೆ ಪ್ರಶಸ್ತಿ ನೀಡಿ ಗೌರವಿಸಲಾಯಿತು.: [498, 541, 660, 571]
dks-protest-dateline: ಸಿರುಗುಪ್ಪ:: [30, 1184, 56, 1193]
min-temp-label: ಕನಿಷ್ಠ: [672, 38, 684, 46]
hampi-col1-body: ಹಂಪಿಯ ಇತಿಹಾಸವನ್ನು ಜಗತ್ತಿಗೆ ಪರಿಚಯಿಸುವ ಪ್ರವಾಸಿ ಮಾರ್ಗದರ್ಶಿಗಳು ಹಂಪಿಯ ನಿಜವಾದ ರಾಯಭಾರಿಗಳು ಎಂದು ಜಿಲ್ಲಾಧಿಕಾರಿ ಹೇಳಿದರು. ಹೊಸಪೇಟೆಯಲ್ಲಿ ಪ್ರವಾಸೋದ್ಯಮ ಇಲಾಖೆ ವತಿಯಿಂದ ಆಯೋಜಿಸಲಾಗಿದ್ದ ತರಬೇತಿ ಪೂರ್ಣಗೊಳಿಸಿದ ಮಾರ್ಗದರ್ಶಿಗಳಿಗೆ ಪ್ರಮಾಣ ಪತ್ರ ವಿತರಿಸಿ ಮಾತನಾಡಿದರು.: [484, 1184, 596, 1266]
quota-photo: [616, 796, 774, 882]
kirusuddi-dot: [69, 110, 79, 120]
bjp-demand-dateline: ಕಾರಟಗಿ:: [212, 922, 234, 931]
sidebar-story2-text: [34, 542, 198, 838]
photo-top-center: [212, 98, 432, 238]
kotturu-body: ಪುಣೆಯಲ್ಲಿ ನಡೆದ ರಾಷ್ಟ್ರಮಟ್ಟದ ಕ್ರೀಡಾಕೂಟದಲ್ಲಿ ಕೊಟ್ಟೂರಿನ ಕ್ರೀಡಾಪಟುಗಳು ಉತ್ತಮ ಸಾಧನೆ ಮಾಡಿ ರಾಜ್ಯಕ್ಕೆ ಕೀರ್ತಿ ತಂದು ಕೊಟ್ಟಿರುವುದು ಹೆಮ್ಮೆಯ ವಿಚಾರ ಎಂದು ಅಧಿಕಾರಿಗಳು ಶ್ಲಾಘಿಸಿದರು. ವಿಜೇತರಿಗೆ ಸನ್ಮಾನ ಮಾಡಿ ಗೌರವಿಸಲಾಯಿತು. ಕ್ರೀಡಾಪಟುಗಳು ಮುಂದಿನ ದಿನಗಳಲ್ಲಿ ಅಂತಾರಾಷ್ಟ್ರೀಯ ಮಟ್ಟದಲ್ಲೂ ಸಾಧನೆ ಮಾಡಲಿ ಎಂದು ಶುಭ ಹಾರೈಸಿದರು. ಕಾರ್ಯಕ್ರಮದಲ್ಲಿ ಯುವ ಸಬಲೀಕರಣ ಮತ್ತು ಕ್ರೀಡಾ ಇಲಾಖೆಯ ಅಧಿಕಾರಿಗಳು, ತರಬೇತುದಾರರು ಹಾಗೂ ಪೋಷಕರು ಉಪಸ್ಥಿತರಿದ್ದರು.: [514, 1008, 708, 1079]
max-temp: 36: [622, 48, 653, 73]
sidebar-story3-dateline: ಮಸ್ಕಿ:: [34, 879, 49, 888]
masthead-rule: [30, 88, 920, 89]
dks-protest-photo: [136, 1184, 332, 1290]
story-dks-top-text: [446, 118, 664, 318]
dks-protest-headline: ಡಿ.ಕೆ.ಶಿವಕುಮಾರ್ ಹೇಳಿಕೆ ಖಂಡಿಸಿ ಪ್ರತಿಭಟನೆ: [40, 1149, 390, 1177]
sidebar-story1-headline-2: ಕಾಂಗ್ರೆಸ್ ಅಧ್ಯಕ್ಷ: [58, 162, 129, 178]
publish-date: 26 ಮಾರ್ಚ್ 2025: [808, 62, 867, 71]
quota-headline: ಮುಸ್ಲಿಮರಿಗೆ ಮೀಸಲಾತಿ ಖಂಡಿಸಿ ಬಿಜೆಪಿ ಪ್ರತಿಭಟನೆ: [514, 764, 838, 788]
quota-rule: [514, 978, 914, 979]
quote-body: ಅಧಿಕಾರಿ ನೀಡಿದ ಹೊಣೆಯನ್ನು ಸಂಪೂರ್ಣವಾಗಿ ನಿರ್ವಹಿಸಬೇಕು. ಸಾರ್ವಜನಿಕರ ಸಮಸ್ಯೆಗಳಿಗೆ ತಕ್ಷಣ ಸ್ಪಂದಿಸುವುದು ಅಧಿಕಾರಿಗಳ ಕರ್ತವ್ಯ. ನಿರ್ಲಕ್ಷ್ಯ ತೋರಿದರೆ ಕಠಿಣ ಕ್ರಮ ಕೈಗೊಳ್ಳಲಾಗುವುದು.: [796, 398, 914, 449]
registration-marks-left: [92, 1444, 140, 1463]
lead-dateline: ಕೊಪ್ಪಳ:: [212, 406, 233, 415]
kirusuddi-label: ಕಿರುಸುದ್ದಿ: [82, 105, 132, 125]
weather-cloud-icon: [575, 50, 617, 66]
bjp-demand-body: ಉಪ ಮುಖ್ಯಮಂತ್ರಿ, ಕೆಪಿಸಿಸಿ ಅಧ್ಯಕ್ಷ ಡಿ.ಕೆ.ಶಿವಕುಮಾರ್ ಅವರು ಸಂವಿಧಾನ ಬದಲಾವಣೆಯ ಕುರಿತು ನೀಡಿರುವ ಹೇಳಿಕೆ ಖಂಡಿಸಿ ಬಿಜೆಪಿ ಮಂಡಲದ ವತಿಯಿಂದ ಪಟ್ಟಣದಲ್ಲಿ ಪ್ರತಿಭಟನೆ ನಡೆಸಲಾಯಿತು. ಮಂಡಲ ಅಧ್ಯಕ್ಷರು ಮಾತನಾಡಿ, ಸಂವಿಧಾನದ ಬಗ್ಗೆ ಅಗೌರವದಿಂದ ಮಾತನಾಡಿರುವ ಡಿಕೆಶಿ ಕೂಡಲೇ ರಾಜೀನಾಮೆ ನೀಡಬೇಕು ಎಂದು ಆಗ್ರಹಿಸಿದರು. ಮುಸ್ಲಿಮರಿಗೆ ಗುತ್ತಿಗೆಯಲ್ಲಿ ಶೇ.4 ಮೀಸಲಾತಿ ನೀಡಿರುವುದು ಸಂವಿಧಾನ ಬಾಹಿರ ಕ್ರಮವಾಗಿದ್ದು, ತಕ್ಷಣ ಹಿಂಪಡೆಯಬೇಕು. ಇಲ್ಲದಿದ್ದರೆ ರಾಜ್ಯಾದ್ಯಂತ ಉಗ್ರ ಹೋರಾಟ ನಡೆಸಲಾಗುವುದು ಎಂದು ಎಚ್ಚರಿಸಿದರು. ಪ್ರತಿಭಟನೆಯಲ್ಲಿ ಪ್ರಧಾನ ಕಾರ್ಯದರ್ಶಿಗಳು, ತಾಲೂಕು ಮಟ್ಟದ ಪದಾಧಿಕಾರಿಗಳು, ಯುವ ಮೋರ್ಚಾ ಹಾಗೂ ಮಹಿಳಾ ಮೋರ್ಚಾ ಕಾರ್ಯಕರ್ತರು ಪಾಲ್ಗೊಂಡಿದ್ದರು. ನಂತರ ತಹಸೀಲ್ದಾರ್ ಮೂಲಕ ರಾಜ್ಯಪಾಲರಿಗೆ ಮನವಿ ಸಲ್ಲಿಸಲಾಯಿತು. ಪಕ್ಷದ ಹಿರಿಯ ಮುಖಂಡರು ಮಾತನಾಡಿ, ಕಾಂಗ್ರೆಸ್ ಪಕ್ಷ ಸಂವಿಧಾನದ ಆಶಯಗಳಿಗೆ ವಿರುದ್ಧವಾಗಿ ನಡೆದುಕೊಳ್ಳುತ್ತಿದೆ ಎಂದು ಟೀಕಿಸಿದರು.: [212, 922, 504, 1014]
sidebar-story3-text: [34, 879, 198, 1125]
dks-protest-col3: ಪ್ರತಿಭಟನೆಯಲ್ಲಿ ನಗರ ಮಂಡಲ ಅಧ್ಯಕ್ಷರು, ಗ್ರಾಮಾಂತರ ಮಂಡಲ ಅಧ್ಯಕ್ಷರು, ಯುವ ಮೋರ್ಚಾ ಅಧ್ಯಕ್ಷರು, ಮಹಿಳಾ ಮೋರ್ಚಾ ಪದಾಧಿಕಾರಿಗಳು, ಪಕ್ಷದ ಹಿರಿಯ ಮುಖಂಡರು ಹಾಗೂ ನೂರಾರು ಕಾರ್ಯಕರ್ತರು ಭಾಗವಹಿಸಿದ್ದರು. ಸರ್ಕಾರದ ವಿರುದ್ಧ ಘೋಷಣೆ ಕೂಗಿದರು.: [236, 1294, 332, 1376]
kotturu-caption: ಯುವ ಸಬಲೀಕರಣ ಮತ್ತು ಕ್ರೀಡಾ ಇಲಾಖೆ ಸಹಾಯಕ ನಿರ್ದೇಶಕ ಅವರು ವಿಜೇತ ಕ್ರೀಡಾಪಟುಗಳನ್ನು ಅಭಿನಂದಿಸಿದರು.: [714, 1104, 903, 1123]
kotturu-dateline: ಕಲಬುರಗಿ:: [514, 1008, 541, 1017]
